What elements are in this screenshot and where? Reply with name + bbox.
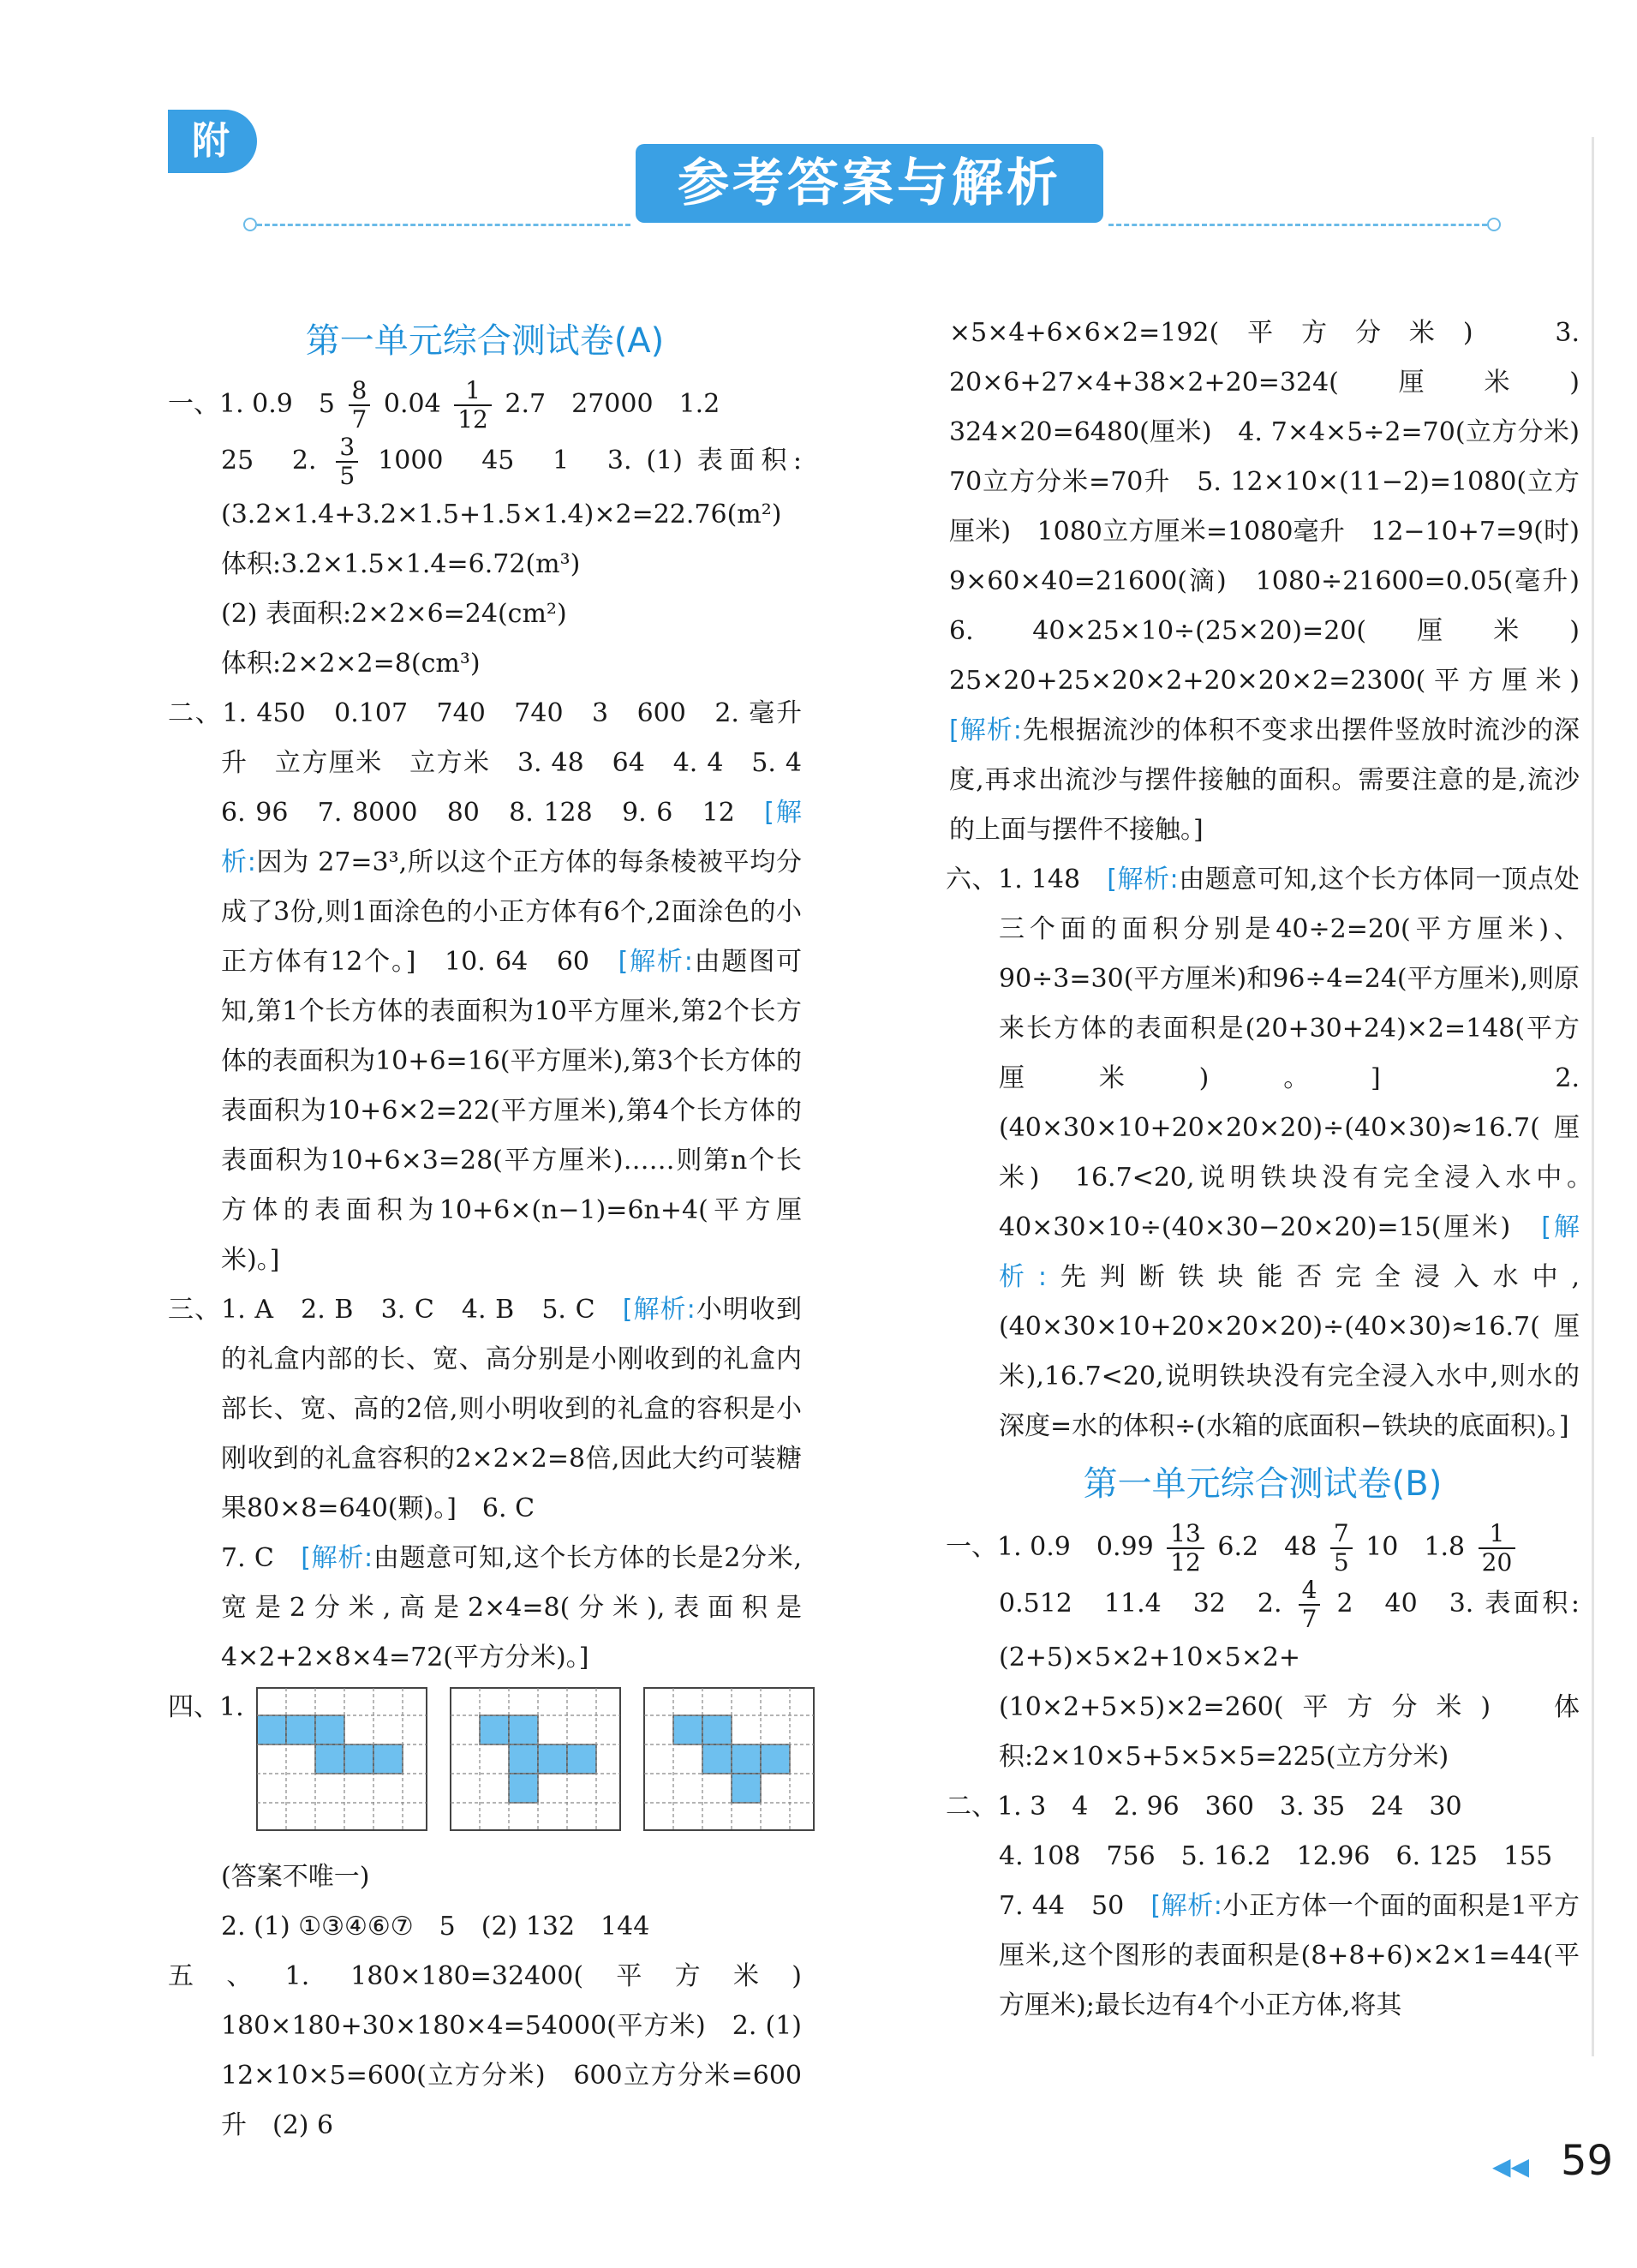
surface-line-2: (2) 表面积:2×2×6=24(cm²) xyxy=(221,599,567,629)
fraction: $\frac{7}{5}$ xyxy=(1330,1520,1353,1577)
b-answer-part2-line2: 4. 108 756 5. 16.2 12.96 6. 125 155 xyxy=(999,1841,1553,1871)
answer-part1: 一、1. 0.9 5 $\frac{8}{7}$ 0.04 $\frac{1}{12}$ 2.7 27000 1.2 xyxy=(168,376,720,434)
fraction: $\frac{8}{7}$ xyxy=(349,377,371,434)
b-answer-part1: 一、1. 0.9 0.99 $\frac{13}{12}$ 6.2 48 $\frac{7}{5}$ 10 1.8 $\frac{1}{20}$ xyxy=(946,1520,1580,1577)
fraction: $\frac{13}{12}$ xyxy=(1167,1520,1204,1577)
volume-line-2: 体积:2×2×2=8(cm³) xyxy=(221,649,481,679)
page-arrows-icon: ◀◀ xyxy=(1492,2152,1530,2181)
test-b-heading: 第一单元综合测试卷(B) xyxy=(1083,1464,1443,1504)
analysis-label: [解析: xyxy=(301,1543,373,1573)
grid-figure-2 xyxy=(447,1686,624,1834)
page-number: 59 xyxy=(1561,2137,1614,2185)
grid-figure-1 xyxy=(254,1686,430,1834)
answer-part3-q7: 7. C [解析:由题意可知,这个长方体的长是2分米,宽是2分米,高是2×4=8(分米),表面积是4×2+2×8×4=72(平方分米)。] xyxy=(221,1543,802,1673)
appendix-tab: 附 xyxy=(168,110,257,173)
analysis-label: [解析: xyxy=(618,947,693,977)
answer-part1-cont: 25 2. $\frac{3}{5}$ 1000 45 1 3. (1) 表面积:(3.2×1.4+3.2×1.5+1.5×1.4)×2=22.76(m²) xyxy=(221,433,803,530)
answer-part6: 六、1. 148 [解析:由题意可知,这个长方体同一顶点处三个面的面积分别是40÷2=20(平方厘米)、90÷3=30(平方厘米)和96÷4=24(平方厘米),则原来长方体的表面积是(20+30+24)×2=148(平方厘米)。] 2. (40×30×10+20×20×20)÷(40×30)≈16.7(厘米) 16.7<20,说明铁块没有完全浸入水中。 40×30×10÷(40×30−20×20)=15(厘米) [解析:先判断铁块能否完全浸入水中,(40×30×10+20×20×20)÷(40×30)≈16.7(厘米),16.7<20,说明铁块没有完全浸入水中,则水的深度=水的体积÷(水箱的底面积−铁块的底面积)。] xyxy=(946,865,1605,1441)
grid-figures xyxy=(254,1686,802,1849)
answer-part5-cont: ×5×4+6×6×2=192(平方分米) 3. 20×6+27×4+38×2+20=324(厘米) 324×20=6480(厘米) 4. 7×4×5÷2=70(立方分米) 70立方分米=70升 5. 12×10×(11−2)=1080(立方厘米) 1080立方厘米=1080毫升 12−10+7=9(时) 9×60×40=21600(滴) 1080÷21600=0.05(毫升) 6. 40×25×10÷(25×20)=20(厘米) 25×20+25×20×2+20×20×2=2300(平方厘米) [解析:先根据流沙的体积不变求出摆件竖放时流沙的深度,再求出流沙与摆件接触的面积。需要注意的是,流沙的上面与摆件不接触。] xyxy=(949,318,1605,845)
analysis-label: [解析: xyxy=(622,1295,696,1325)
right-column xyxy=(946,308,1605,2031)
divider-right xyxy=(1108,224,1487,226)
analysis-label: [解析: xyxy=(221,798,802,877)
analysis-label: [解析: xyxy=(999,1212,1580,1292)
grid-figure-3 xyxy=(641,1686,817,1834)
left-column xyxy=(168,308,827,2151)
b-answer-part2: 二、1. 3 4 2. 96 360 3. 35 24 30 xyxy=(946,1792,1462,1822)
answer-part2: 二、1. 450 0.107 740 740 3 600 2. 毫升 升 立方厘米 立方米 3. 48 64 4. 4 5. 4 6. 96 7. 8000 80 8. 128 9. 6 12 [解析:因为 27=3³,所以这个正方体的每条棱被平均分成了3份,则1面涂色的小正方体有6个,2面涂色的小正方体有12个。] 10. 64 60 [解析:由题图可知,第1个长方体的表面积为10平方厘米,第2个长方体的表面积为10+6=16(平方厘米),第3个长方体的表面积为10+6×2=22(平方厘米),第4个长方体的表面积为10+6×3=28(平方厘米)……则第n个长方体的表面积为10+6×(n−1)=6n+4(平方厘米)。] xyxy=(168,698,827,1275)
answer-note: (答案不唯一) xyxy=(221,1862,370,1892)
b-answer-part2-q7: 7. 44 50 [解析:小正方体一个面的面积是1平方厘米,这个图形的表面积是(8+8+6)×2×1=44(平方厘米);最长边有4个小正方体,将其 xyxy=(999,1891,1580,2020)
fraction: $\frac{1}{12}$ xyxy=(454,377,492,434)
test-a-heading: 第一单元综合测试卷(A) xyxy=(305,321,665,361)
divider-dot-left xyxy=(243,218,257,231)
volume-line-1: 体积:3.2×1.5×1.4=6.72(m³) xyxy=(221,549,581,579)
divider-dot-right xyxy=(1487,218,1501,231)
analysis-label: [解析: xyxy=(949,715,1022,745)
answer-part4-label: 四、1. xyxy=(168,1692,244,1722)
analysis-label: [解析: xyxy=(1107,865,1179,895)
answer-part3: 三、1. A 2. B 3. C 4. B 5. C [解析:小明收到的礼盒内部的长、宽、高分别是小刚收到的礼盒内部长、宽、高的2倍,则小明收到的礼盒的容积是小刚收到的礼盒容积的2×2×2=8倍,因此大约可装糖果80×8=640(颗)。] 6. C xyxy=(168,1295,803,1523)
section-banner: 参考答案与解析 xyxy=(636,144,1103,223)
fraction: $\frac{4}{7}$ xyxy=(1299,1577,1321,1633)
fraction: $\frac{1}{20}$ xyxy=(1479,1520,1516,1577)
b-answer-part1-cont: 0.512 11.4 32 2. $\frac{4}{7}$ 2 40 3. 表面积:(2+5)×5×2+10×5×2+(10×2+5×5)×2=260(平方分米) 体积:2×10×5+5×5×5=225(立方分米) xyxy=(999,1576,1580,1772)
divider-left xyxy=(257,224,630,226)
answer-part4-q2: 2. (1) ①③④⑥⑦ 5 (2) 132 144 xyxy=(221,1912,650,1942)
analysis-label: [解析: xyxy=(1150,1891,1222,1921)
answer-part5: 五、1. 180×180=32400(平方米) 180×180+30×180×4=54000(平方米) 2. (1) 12×10×5=600(立方分米) 600立方分米=600升 (2) 6 xyxy=(168,1961,827,2140)
fraction: $\frac{3}{5}$ xyxy=(336,434,358,490)
